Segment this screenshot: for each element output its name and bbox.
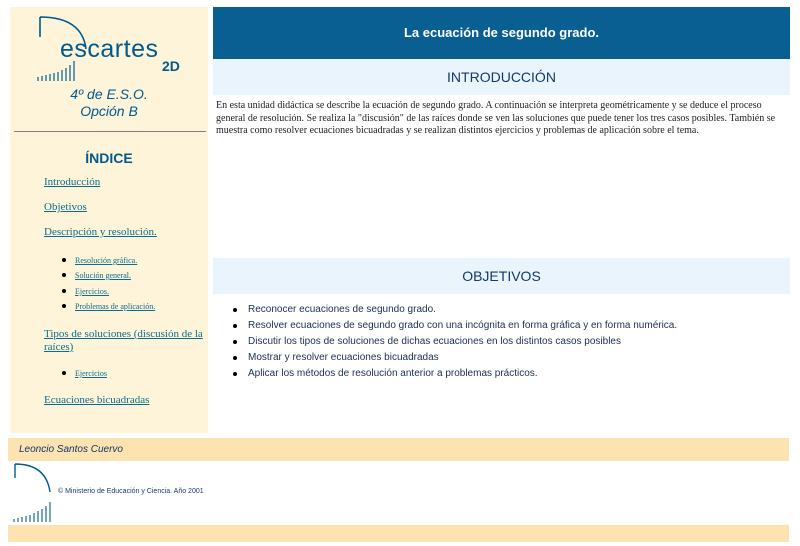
objective-text: Aplicar los métodos de resolución anterior a problemas prácticos. (248, 368, 538, 379)
page-title: La ecuación de segundo grado. (213, 7, 790, 59)
author-bar (8, 438, 789, 461)
objective-text: Mostrar y resolver ecuaciones bicuadradas (248, 352, 439, 363)
bullet-icon (62, 371, 66, 375)
objectives-list (233, 302, 677, 382)
bullet-icon (62, 258, 66, 262)
course-option: Opción B (80, 103, 138, 119)
bullet-icon (62, 273, 66, 277)
sub-link-resolucion-grafica[interactable]: Resolución gráfica. (75, 256, 138, 265)
index-link-bicuadradas[interactable]: Ecuaciones bicuadradas (44, 394, 150, 406)
course-level: 4º de E.S.O. (70, 86, 148, 102)
bottom-bar (8, 525, 789, 542)
objective-text: Resolver ecuaciones de segundo grado con una incógnita en forma gráfica y en forma numérica. (248, 320, 678, 331)
intro-text: En esta unidad didáctica se describe la ecuación de segundo grado. A continuación se interpreta geométricamente y se deduce el proceso general de resolución. Se realiza la "discusión" de las raíces donde se ven las soluciones que puede tener los tres casos posibles. También se muestra como resolver ecuaciones bicuadradas y se realizan distintos ejercicios y problemas de aplicación sobre el tema. (216, 100, 776, 136)
sub-link-ejercicios[interactable]: Ejercicios. (75, 287, 109, 296)
logo-text: escartes (60, 35, 159, 63)
objective-text: Reconocer ecuaciones de segundo grado. (248, 304, 436, 315)
list-item (233, 302, 677, 318)
bullet-icon (233, 372, 237, 376)
index-link-tipos-soluciones[interactable]: Tipos de soluciones (discusión de la raíces) (44, 328, 203, 353)
sub-link-problemas[interactable]: Problemas de aplicación. (75, 302, 156, 311)
objectives-heading: OBJETIVOS (213, 258, 790, 294)
bullet-icon (233, 324, 237, 328)
sidebar (10, 7, 208, 433)
sidebar-divider (14, 131, 206, 132)
bullet-icon (233, 340, 237, 344)
index-link-descripcion[interactable]: Descripción y resolución. (44, 226, 157, 238)
footer-logo (12, 462, 56, 524)
footer-logo-mark (12, 462, 56, 524)
index-title: ÍNDICE (85, 150, 133, 166)
bullet-icon (233, 308, 237, 312)
objective-text: Discutir los tipos de soluciones de dichas ecuaciones en los distintos casos posibles (248, 336, 621, 347)
list-item (233, 334, 677, 350)
index-link-introduccion[interactable]: Introducción (44, 176, 101, 188)
list-item (233, 366, 677, 382)
author-name: Leoncio Santos Cuervo (19, 444, 123, 455)
logo-2d: 2D (162, 58, 180, 74)
list-item (233, 318, 677, 334)
intro-heading: INTRODUCCIÓN (213, 59, 790, 95)
list-item (233, 350, 677, 366)
bullet-icon (62, 289, 66, 293)
sub-link-ejercicios-tipos[interactable]: Ejercicios (75, 369, 107, 378)
bullet-icon (233, 356, 237, 360)
bullet-icon (62, 304, 66, 308)
copyright-text: © Ministerio de Educación y Ciencia. Año 2001 (58, 488, 204, 495)
index-link-objetivos[interactable]: Objetivos (44, 201, 87, 213)
sub-link-solucion-general[interactable]: Solución general. (75, 271, 131, 280)
descartes-logo (36, 15, 196, 85)
